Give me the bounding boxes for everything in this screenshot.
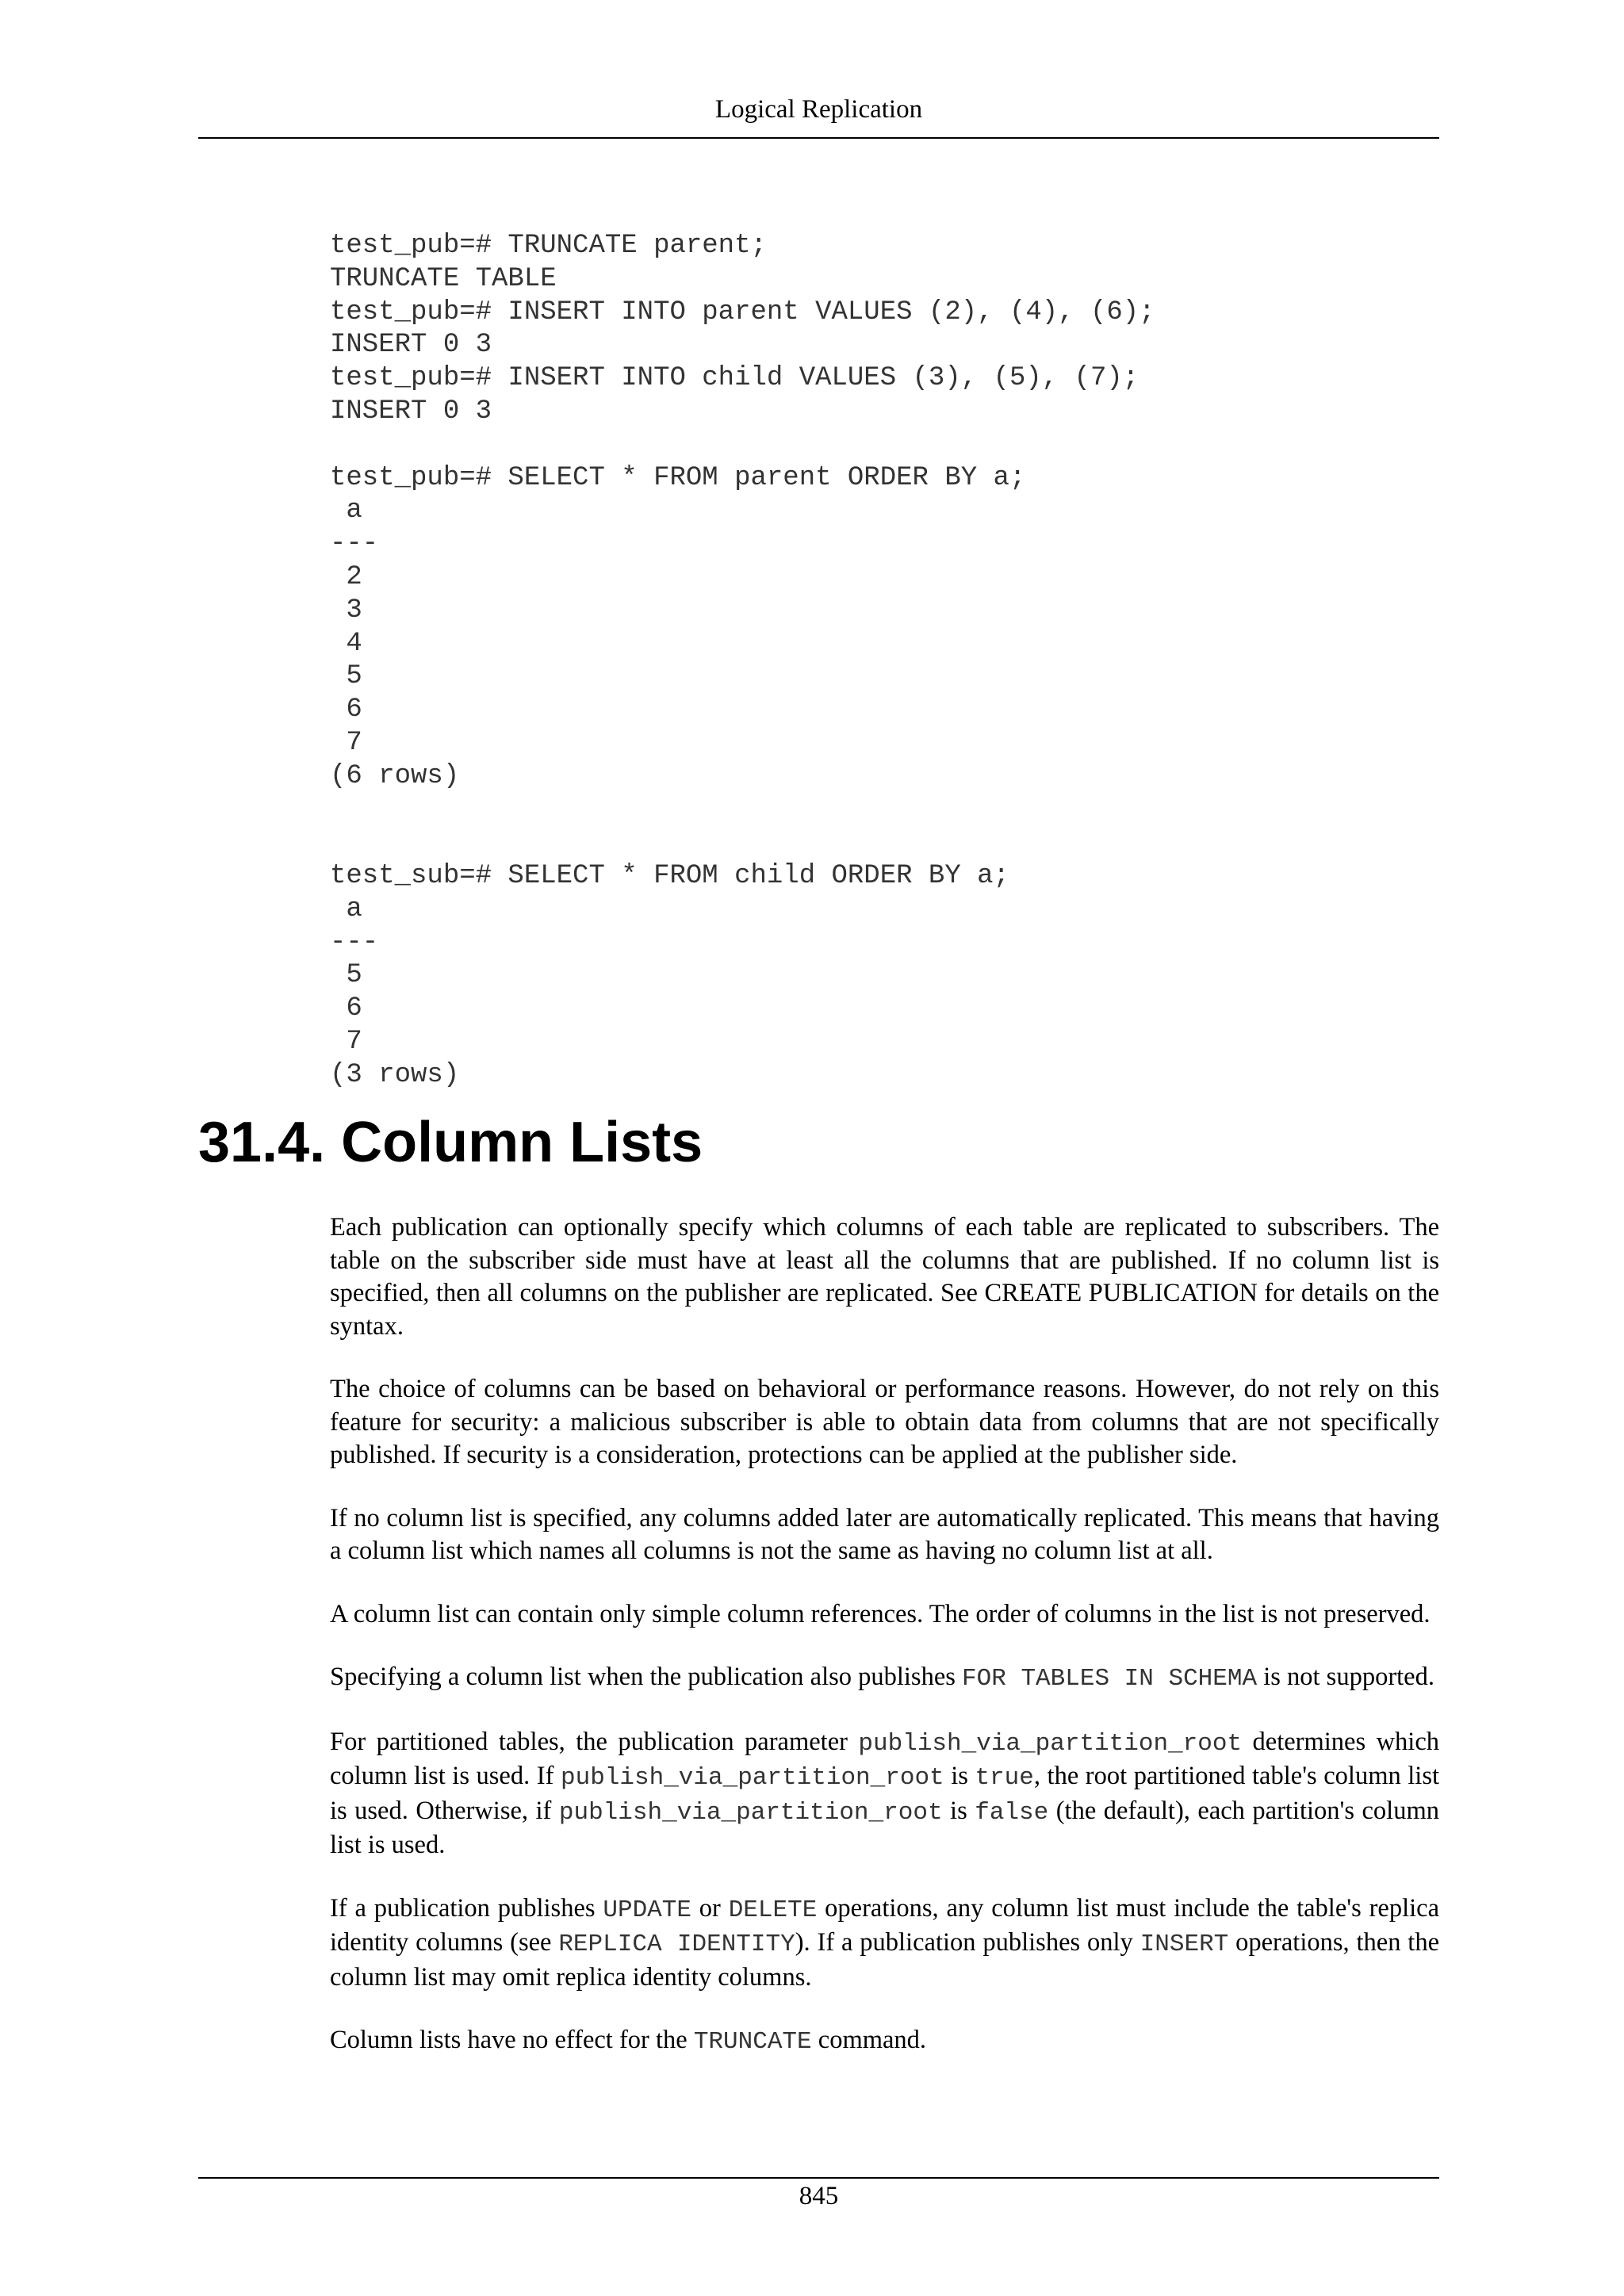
paragraph-7-text: operations, then the column list may omit replica identity columns. — [330, 1928, 1440, 1992]
inline-code: publish_via_partition_root — [858, 1729, 1243, 1758]
page-number: 845 — [799, 2182, 839, 2210]
inline-code: FOR TABLES IN SCHEMA — [962, 1665, 1258, 1693]
inline-code: false — [975, 1798, 1049, 1827]
code-block-partition-example: test_pub=# TRUNCATE parent; TRUNCATE TABLE test_pub=# INSERT INTO parent VALUES (2), (4), (6); INSERT 0 3 test_pub=# INSERT INTO child VALUES (3), (5), (7); INSERT 0 3 test_pub=# SELECT * FROM parent ORDER BY a; a --- 2 3 4 5 6 7 (6 rows) — [330, 231, 1155, 791]
paragraph-5 — [330, 1661, 1439, 1696]
paragraph-6-text: is — [942, 1796, 975, 1825]
paragraph-7-text: ). If a publication publishes only — [795, 1928, 1140, 1957]
paragraph-6-text: determines which column list is used. If — [330, 1727, 1440, 1790]
paragraph-6-text: , the root partitioned table's column list is used. Otherwise, if — [330, 1762, 1440, 1825]
inline-code: TRUNCATE — [693, 2028, 812, 2056]
inline-code: UPDATE — [603, 1896, 691, 1924]
paragraph-6 — [330, 1726, 1439, 1862]
section-title: 31.4. Column Lists — [198, 1111, 703, 1174]
paragraph-6-text: (the default), each partition's column list is used. — [330, 1796, 1439, 1859]
inline-code: true — [975, 1764, 1034, 1792]
paragraph-6-text: For partitioned tables, the publication parameter — [330, 1727, 859, 1756]
paragraph-7-text: or — [691, 1893, 729, 1923]
inline-code: publish_via_partition_root — [560, 1764, 944, 1792]
paragraph-8-text: Column lists have no effect for the — [330, 2026, 694, 2054]
code-block-subscriber-example: test_sub=# SELECT * FROM child ORDER BY a; a --- 5 6 7 (3 rows) — [330, 861, 1009, 1090]
paragraph-3: If no column list is specified, any columns added later are automatically replicated. This means that having a column list which names all columns is not the same as having no column list at all. — [330, 1503, 1439, 1565]
paragraph-5-text: is not supported. — [1257, 1663, 1434, 1691]
header-rule — [198, 137, 1439, 139]
inline-code: publish_via_partition_root — [558, 1798, 943, 1827]
paragraph-8 — [330, 2024, 1439, 2059]
inline-code: REPLICA IDENTITY — [558, 1931, 795, 1958]
paragraph-7-text: If a publication publishes — [330, 1893, 603, 1923]
paragraph-8-text: command. — [811, 2026, 927, 2054]
paragraph-5-text: Specifying a column list when the publication also publishes — [330, 1663, 963, 1691]
running-header: Logical Replication — [714, 95, 923, 124]
paragraph-7-text: operations, any column list must include the table's replica identity columns (see — [330, 1893, 1439, 1957]
paragraph-6-text: is — [944, 1762, 975, 1790]
section-body — [330, 1211, 1439, 2089]
inline-code: INSERT — [1139, 1931, 1229, 1958]
paragraph-2: The choice of columns can be based on behavioral or performance reasons. However, do not rely on this feature for security: a malicious subscriber is able to obtain data from columns that are not specifically published. If security is a consideration, protections can be applied at the publisher side. — [330, 1375, 1439, 1469]
paragraph-4: A column list can contain only simple column references. The order of columns in the list is not preserved. — [330, 1599, 1431, 1628]
footer-rule — [198, 2177, 1439, 2179]
inline-code: DELETE — [728, 1896, 818, 1924]
paragraph-1: Each publication can optionally specify which columns of each table are replicated to subscribers. The table on the subscriber side must have at least all the columns that are published. If no column list is specified, then all columns on the publisher are replicated. See CREATE PUBLICATION for details on the syntax. — [330, 1213, 1439, 1341]
paragraph-7 — [330, 1892, 1439, 1995]
